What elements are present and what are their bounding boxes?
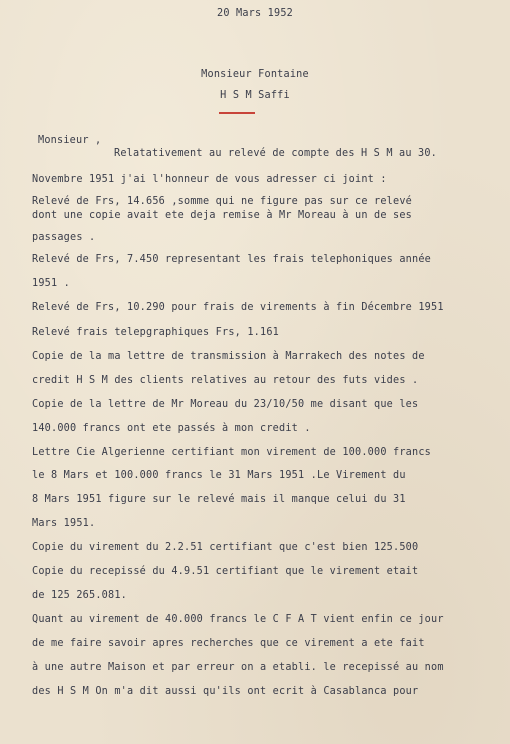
body-line: Relevé de Frs, 7.450 representant les frais telephoniques année (32, 254, 432, 265)
body-line: Copie de la lettre de Mr Moreau du 23/10/50 me disant que les (32, 399, 419, 410)
body-line: Novembre 1951 j'ai l'honneur de vous adresser ci joint : (32, 174, 387, 185)
body-line: Copie de la ma lettre de transmission à Marrakech des notes de (32, 351, 425, 362)
letter-date: 20 Mars 1952 (216, 8, 293, 19)
salutation: Monsieur , (38, 135, 102, 146)
body-line: Lettre Cie Algerienne certifiant mon virement de 100.000 francs (32, 447, 432, 458)
red-underline (219, 112, 255, 114)
body-line: 8 Mars 1951 figure sur le relevé mais il manque celui du 31 (32, 494, 406, 505)
body-line: Mars 1951. (32, 518, 96, 529)
body-line: Relevé de Frs, 10.290 pour frais de virements à fin Décembre 1951 (32, 302, 444, 313)
body-line: Relevé frais telepgraphiques Frs, 1.161 (32, 327, 280, 338)
body-line: Copie du virement du 2.2.51 certifiant que c'est bien 125.500 (32, 542, 419, 553)
body-line: Quant au virement de 40.000 francs le C F A T vient enfin ce jour (32, 614, 444, 625)
body-line: de 125 265.081. (32, 590, 128, 601)
recipient-company: H S M Saffi (220, 90, 290, 101)
body-line: Relevé de Frs, 14.656 ,somme qui ne figure pas sur ce relevé (32, 196, 413, 207)
recipient-name: Monsieur Fontaine (201, 69, 309, 80)
body-line: dont une copie avait ete deja remise à Mr Moreau à un de ses (32, 210, 413, 221)
body-line: Relatativement au relevé de compte des H S M au 30. (114, 148, 438, 159)
body-line: 1951 . (32, 278, 71, 289)
body-line: 140.000 francs ont ete passés à mon credit . (32, 423, 311, 434)
body-line: des H S M On m'a dit aussi qu'ils ont ecrit à Casablanca pour (32, 686, 419, 697)
body-line: credit H S M des clients relatives au retour des futs vides . (32, 375, 419, 386)
body-line: passages . (32, 232, 96, 243)
body-line: de me faire savoir apres recherches que ce virement a ete fait (32, 638, 425, 649)
body-line: le 8 Mars et 100.000 francs le 31 Mars 1951 .Le Virement du (32, 470, 406, 481)
body-line: à une autre Maison et par erreur on a etabli. le recepissé au nom (32, 662, 444, 673)
body-line: Copie du recepissé du 4.9.51 certifiant que le virement etait (32, 566, 419, 577)
